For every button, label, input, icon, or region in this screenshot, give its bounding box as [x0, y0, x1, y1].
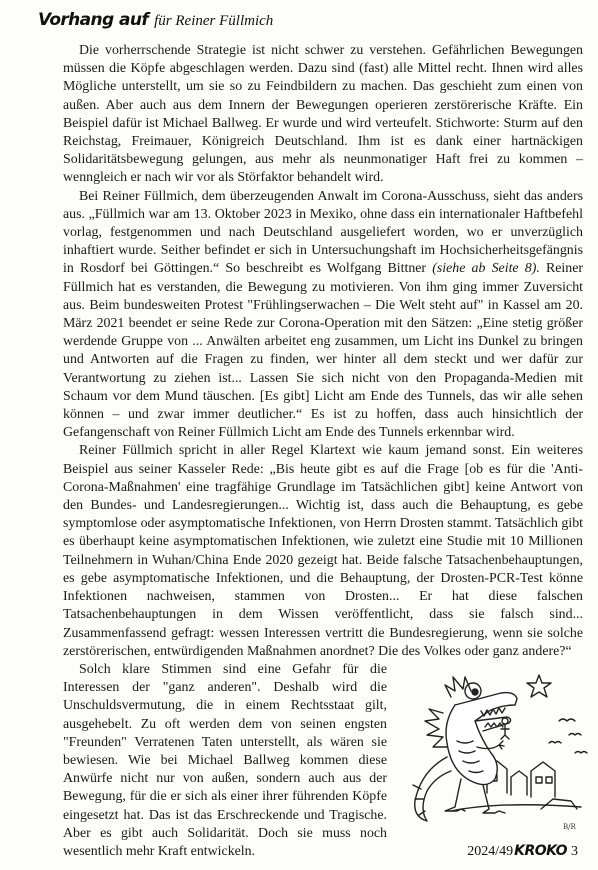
article-subtitle: für Reiner Füllmich — [154, 13, 274, 29]
paragraph-2-text-b: Reiner Füllmich hat es verstanden, die Bewegung zu motivieren. Von ihm ging immer Zuversicht aus. Beim bundesweiten Protest "Frühlingserwachen – Die Welt steht auf" in Kassel am 20. März 2021 beendet er seine Rede zur Corona-Operation mit den Sätzen: „Eine stetig größer werdende Gruppe von ... Anwälten arbeitet eng zusammen, um Licht ins Dunkel zu bringen und Antworten auf die Fragen zu finden, wer hinter all dem steckt und wer dafür zur Verantwortung zu ziehen ist... Lassen Sie sich nicht von den Propaganda-Medien mit Schaum vor dem Mund täuschen. [Es gibt] Licht am Ende des Tunnels, das wir alle sehen können – und zwar immer deutlicher.“ Es ist zu hoffen, dass auch hinsichtlich der Gefangenschaft von Reiner Füllmich Licht am Ende des Tunnels erkennbar wird. — [63, 261, 584, 441]
paragraph-1: Die vorherrschende Strategie ist nicht schwer zu verstehen. Gefährlichen Bewegungen müssen die Köpfe abgeschlagen werden. Dazu sind (fast) alle Mittel recht. Ihnen wird alles Mögliche unterstellt, um sie so zu Feindbildern zu machen. Das geschieht zum einen von außen. Aber auch aus dem Innern der Bewegungen operieren zerstörerische Kräfte. Ein Beispiel dafür ist Michael Ballweg. Er wurde und wird verteufelt. Stichworte: Sturm auf den Reichstag, Freimauer, Königreich Deutschland. Ihm ist es dank einer hartnäckigen Solidaritätsbewegung gelungen, aus mehr als neunmonatiger Haft frei zu kommen – wenngleich er nach wir vor als Störfaktor behandelt wird. — [63, 43, 583, 186]
magazine-brand: KROKO — [514, 843, 567, 859]
article-body — [63, 42, 583, 861]
issue-number: 2024/49 — [467, 844, 514, 859]
page-header — [38, 10, 578, 36]
paragraph-2-text-a: Bei Reiner Füllmich, dem überzeugenden Anwalt im Corona-Ausschuss, sieht das anders aus. „Füllmich war am 13. Oktober 2023 in Mexiko, ohne dass ein internationaler Haftbefehl vorlag, festgenommen und nach Deutschland ausgeliefert worden, wo er unverzüglich inhaftiert wurde. Seither befindet er sich in Untersuchungshaft im Hochsicherheitsgefängnis in Rosdorf bei Göttingen.“ So beschreibt es Wolfgang Bittner — [63, 188, 583, 277]
page-footer — [467, 843, 578, 860]
page-reference: (siehe ab Seite 8). — [432, 261, 540, 277]
paragraph-3: Reiner Füllmich spricht in aller Regel Klartext wie kaum jemand sonst. Ein weiteres Beispiel aus seiner Kasseler Rede: „Bis heute gibt es auf die Frage [ob es für die 'Anti-Corona-Maßnahmen' eine tragfähige Grundlage im Tatsächlichen gibt] keine Antwort von den Bundes- und Landesregierungen... Wichtig ist, dass auch die Behauptung, es gebe symptomlose oder asymptomatische Infektionen, von Herrn Drosten stammt. Tatsächlich gibt es überhaupt keine asymptomatischen Infektionen, wie zuletzt eine Studie mit 10 Millionen Teilnehmern in Wuhan/China Ende 2020 gezeigt hat. Beide falsche Tatsachenbehauptungen, es gebe asymptomatische Infektionen, und die Behauptung, der Drosten-PCR-Test könne Infektionen nachweisen, stammen von Drosten... Er hat diese falschen Tatsachenbehauptungen in dem Wissen veröffentlicht, dass sie falsch sind... Zusammenfassend gefragt: wessen Interessen vertritt die Bundesregierung, wenn sie solche zerstörerischen, entwürdigenden Maßnahmen anordnet? Die des Volkes oder ganz andere?“ — [63, 443, 583, 659]
artist-signature: B/R — [563, 822, 576, 831]
paragraph-4: Solch klare Stimmen sind eine Gefahr für die Interessen der "ganz anderen". Deshalb wird die Unschuldsvermutung, die in einem Rechtsstaat gilt, ausgehebelt. Zu oft werden dem von seinen engsten "Freunden" Verratenen Taten unterstellt, als wären sie bewiesen. Wie bei Michael Ballweg kommen diese Anwürfe nicht nur von außen, sondern auch aus der Bewegung, für die er sich als einer ihrer führenden Köpfe eingesetzt hat. Das ist das Erschreckende und Tragische. Aber es gibt auch Solidarität. Doch sie muss noch wesentlich mehr Kraft entwickeln. — [63, 661, 387, 859]
page-number: 3 — [571, 844, 578, 859]
paragraph-2 — [63, 188, 583, 443]
section-kicker: Vorhang auf — [38, 10, 149, 30]
crocodile-cartoon-illustration — [391, 661, 589, 833]
